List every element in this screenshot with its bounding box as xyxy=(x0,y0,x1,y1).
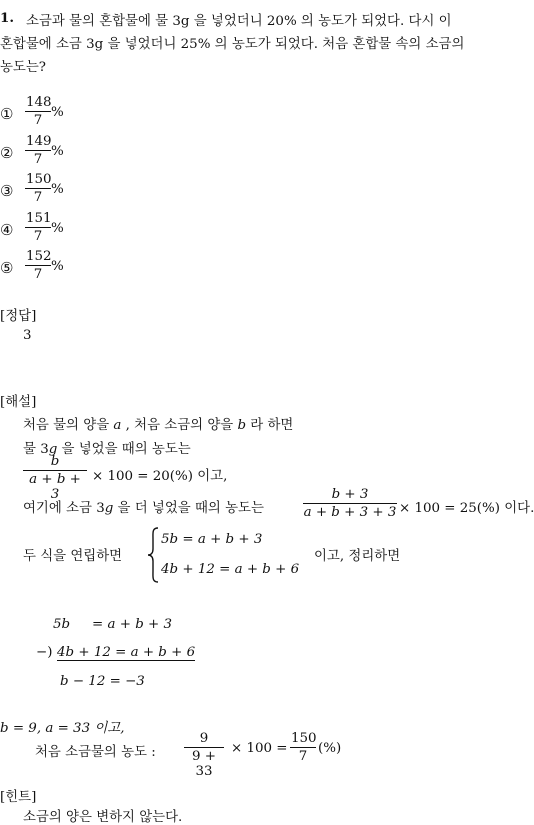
fraction-denominator: 7 xyxy=(33,152,43,167)
solution-label: [해설] xyxy=(0,395,37,410)
fraction-denominator: 7 xyxy=(298,749,308,764)
unit-g: g xyxy=(104,501,114,516)
solution-line-5: 두 식을 연립하면 xyxy=(23,549,123,564)
result-line-2: 처음 소금물의 농도 : xyxy=(35,745,156,760)
text: , 처음 소금의 양을 xyxy=(121,418,238,433)
result-tail: (%) xyxy=(318,741,342,756)
fraction-denominator: 7 xyxy=(33,113,43,128)
elim-eq1-lhs: 5b xyxy=(53,617,71,632)
text: 을 넣었을 때의 농도는 xyxy=(57,442,191,457)
choice-unit: % xyxy=(51,182,64,197)
fraction-numerator: 9 xyxy=(199,731,209,746)
choice-fraction xyxy=(25,134,51,167)
solution-line-4 xyxy=(23,497,264,516)
hint-text: 소금의 양은 변하지 않는다. xyxy=(23,810,183,825)
hint-label: [힌트] xyxy=(0,790,37,805)
choice-marker: ① xyxy=(0,105,14,123)
result-fraction-2 xyxy=(290,731,316,764)
choice-fraction xyxy=(25,249,51,282)
fraction-numerator: b + 3 xyxy=(331,487,369,502)
var-a: a xyxy=(113,418,122,433)
fraction-denominator: 9 + 33 xyxy=(192,749,216,779)
var-b: b xyxy=(237,418,247,433)
fraction-denominator: 7 xyxy=(33,267,43,282)
text: 처음 물의 양을 xyxy=(23,418,114,433)
fraction-1 xyxy=(23,454,87,502)
fraction-denominator: a + b + 3 xyxy=(29,472,81,502)
elim-result: b − 12 = −3 xyxy=(60,674,145,689)
elim-eq2: 4b + 12 = a + b + 6 xyxy=(57,645,196,660)
fraction-2-tail: × 100 = 25(%) 이다. xyxy=(399,501,534,516)
choice-fraction xyxy=(25,211,51,244)
answer-label: [정답] xyxy=(0,309,37,324)
elim-eq1-rhs: = a + b + 3 xyxy=(92,617,173,632)
fraction-numerator: 152 xyxy=(26,249,52,264)
answer-value: 3 xyxy=(23,328,32,343)
result-mid: × 100 = xyxy=(231,741,288,756)
fraction-denominator: a + b + 3 + 3 xyxy=(303,505,397,520)
elim-operator: −) xyxy=(36,645,53,660)
choice-marker: ⑤ xyxy=(0,259,14,277)
choice-marker: ② xyxy=(0,144,14,162)
choice-marker: ④ xyxy=(0,221,14,239)
text: 라 하면 xyxy=(246,418,294,433)
fraction-denominator: 7 xyxy=(33,190,43,205)
fraction-1-tail: × 100 = 20(%) 이고, xyxy=(92,469,228,484)
text: 물 3 xyxy=(23,442,49,457)
choice-unit: % xyxy=(51,221,64,236)
choice-unit: % xyxy=(51,259,64,274)
fraction-numerator: 151 xyxy=(26,211,52,226)
choice-marker: ③ xyxy=(0,182,14,200)
system-eq-1: 5b = a + b + 3 xyxy=(161,532,263,547)
fraction-numerator: 150 xyxy=(291,731,317,746)
fraction-numerator: 150 xyxy=(26,172,52,187)
choice-unit: % xyxy=(51,105,64,120)
brace-icon xyxy=(146,527,160,583)
unit-g: g xyxy=(48,442,58,457)
solution-line-5b: 이고, 정리하면 xyxy=(314,549,401,564)
fraction-2 xyxy=(303,487,397,520)
fraction-numerator: 148 xyxy=(26,95,52,110)
choice-fraction xyxy=(25,95,51,128)
question-text-line3: 농도는? xyxy=(0,60,46,75)
choice-unit: % xyxy=(51,144,64,159)
choice-fraction xyxy=(25,172,51,205)
result-fraction-1 xyxy=(184,731,224,779)
solution-line-1 xyxy=(23,414,293,433)
text: 을 더 넣었을 때의 농도는 xyxy=(113,501,264,516)
fraction-numerator: b xyxy=(50,454,60,469)
question-text-line2: 혼합물에 소금 3g 을 넣었더니 25% 의 농도가 되었다. 처음 혼합물 속의 소금의 xyxy=(0,37,465,52)
question-text-line1: 소금과 물의 혼합물에 물 3g 을 넣었더니 20% 의 농도가 되었다. 다시 이 xyxy=(26,14,452,29)
fraction-numerator: 149 xyxy=(26,134,52,149)
system-eq-2: 4b + 12 = a + b + 6 xyxy=(161,562,300,577)
text: 여기에 소금 3 xyxy=(23,501,105,516)
question-number: 1. xyxy=(0,10,14,26)
result-line-1: b = 9, a = 33 이고, xyxy=(0,721,125,736)
fraction-denominator: 7 xyxy=(33,229,43,244)
